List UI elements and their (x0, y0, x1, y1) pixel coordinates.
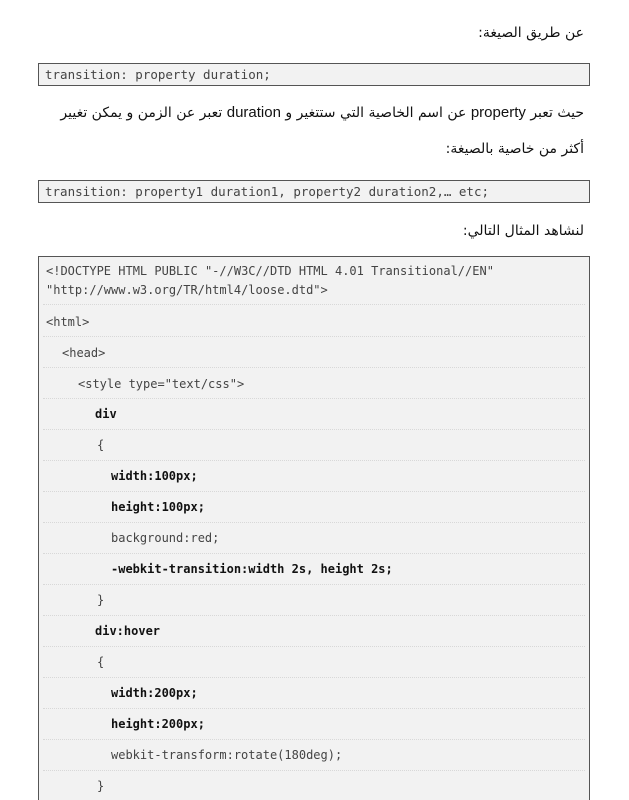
code-separator (43, 739, 585, 740)
syntax-single-code: transition: property duration; (38, 63, 590, 86)
code-line-webkit-transition: -webkit-transition:width 2s, height 2s; (111, 562, 393, 576)
code-separator (43, 460, 585, 461)
code-line-width-100: width:100px; (111, 469, 198, 483)
code-separator (43, 615, 585, 616)
code-separator (43, 584, 585, 585)
code-line-height-100: height:100px; (111, 500, 205, 514)
code-line-brace-close-1: } (97, 593, 105, 607)
code-line-height-200: height:200px; (111, 717, 205, 731)
example-heading: لنشاهد المثال التالي: (462, 223, 584, 239)
code-separator (43, 336, 585, 337)
code-separator (43, 367, 585, 368)
code-line-selector-div-hover: div:hover (95, 624, 161, 638)
code-separator (43, 770, 585, 771)
code-separator (43, 677, 585, 678)
code-separator (43, 646, 585, 647)
intro-text: عن طريق الصيغة: (478, 25, 584, 41)
syntax-multi-code: transition: property1 duration1, property2 duration2,… etc; (38, 180, 590, 203)
explanation-word-property: property (470, 104, 526, 121)
code-line-brace-open-1: { (97, 438, 105, 452)
code-separator (43, 429, 585, 430)
code-line-doctype-2: "http://www.w3.org/TR/html4/loose.dtd"> (46, 283, 328, 297)
code-separator (43, 522, 585, 523)
explanation-part-1: حيث تعبر (530, 105, 584, 121)
code-line-html-open: <html> (46, 315, 90, 329)
code-line-head-open: <head> (62, 346, 106, 360)
code-line-webkit-transform: webkit-transform:rotate(180deg); (111, 748, 343, 762)
code-separator (43, 304, 585, 305)
code-example-block (38, 256, 590, 800)
code-line-width-200: width:200px; (111, 686, 198, 700)
explanation-line-2: أكثر من خاصية بالصيغة: (445, 141, 584, 157)
code-separator (43, 491, 585, 492)
explanation-line-1 (60, 104, 584, 121)
explanation-part-3: تعبر عن الزمن و يمكن تغيير (60, 105, 223, 121)
explanation-part-2: عن اسم الخاصية التي ستتغير و (285, 105, 467, 121)
code-line-selector-div: div (95, 407, 117, 421)
code-separator (43, 553, 585, 554)
code-line-style-open: <style type="text/css"> (78, 377, 245, 391)
code-separator (43, 708, 585, 709)
code-line-brace-close-2: } (97, 779, 105, 793)
code-line-doctype-1: <!DOCTYPE HTML PUBLIC "-//W3C//DTD HTML 4.01 Transitional//EN" (46, 264, 494, 278)
code-separator (43, 398, 585, 399)
explanation-word-duration: duration (226, 104, 281, 121)
code-line-brace-open-2: { (97, 655, 105, 669)
code-line-background: background:red; (111, 531, 220, 545)
